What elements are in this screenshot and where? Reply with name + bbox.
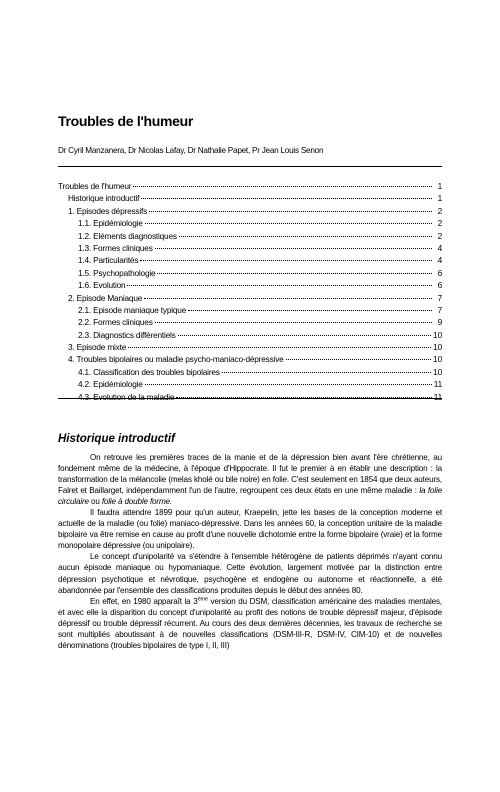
toc-leader-dots xyxy=(188,302,432,311)
paragraph-text: En effet, en 1980 apparaît la 3 xyxy=(90,596,198,606)
document-title: Troubles de l'humeur xyxy=(58,113,194,129)
paragraph: Il faudra attendre 1899 pour qu'un auteur, Kraepelin, jette les bases de la conception moderne et actuelle de la maladie (ou folie) maniaco-dépressive. Dans les années 60, la conception unitaire de la maladie bipolaire va être remise en cause au profit d'une nouvelle dichotomie entre la forme bipolaire (vraie) et la forme monopolaire dépressive (ou unipolaire). xyxy=(58,508,442,551)
toc-entry-page: 1 xyxy=(437,181,442,191)
toc-entry-page: 10 xyxy=(433,354,442,365)
paragraph-text: On retrouve les premières traces de la manie et de la dépression bien avant l'ère chrétienne, au fondement même de la médecine, à l'époque d'Hippocrate. Il fut le premier à en établir une description : la transformation de la mélancolie (melas kholé ou bile noire) en folie. C'est seulement en 1854 que deux auteurs, Falret et Baillarget, indépendamment l'un de l'autre, regroupent ces deux états en une même maladie : xyxy=(58,453,442,496)
toc-entry-label: 1.5. Psychopathologie xyxy=(78,267,156,278)
paragraph-text: ou xyxy=(91,497,100,507)
toc-entry-page: 10 xyxy=(433,366,442,377)
toc-entry-label: 1.2. Eléments diagnostiques xyxy=(78,230,177,241)
toc-leader-dots xyxy=(286,351,432,360)
toc-entry-label: 2. Episode Maniaque xyxy=(68,292,143,303)
paragraph: Le concept d'unipolarité va s'étendre à l'ensemble hétérogène de patients déprimés n'ayant connu aucun épisode maniaque ou hypomaniaque. Cette évolution, largement motivée par la distinction entre dépression psychotique et névrotique, psychogène et endogène ou autonome et réactionnelle, a été abandonnée par l'ensemble des classifications produites depuis le début des années 80. xyxy=(58,552,442,595)
table-of-contents xyxy=(58,180,442,403)
toc-entry-label: Troubles de l'humeur xyxy=(58,181,132,191)
author-list: Dr Cyril Manzanera, Dr Nicolas Lafay, Dr Nathalie Papet, Pr Jean Louis Senon xyxy=(58,146,324,155)
toc-entry-label: 4.3. Evolution de la maladie xyxy=(78,391,175,402)
toc-leader-dots xyxy=(128,339,431,348)
paragraph xyxy=(58,452,442,507)
toc-entry-label: 3. Episode mixte xyxy=(68,342,127,353)
toc-entry-page: 7 xyxy=(437,292,442,303)
superscript: ème xyxy=(197,595,208,602)
toc-leader-dots xyxy=(155,240,432,249)
toc-bottom-divider xyxy=(58,398,442,399)
paragraph-text: version du DSM, classification américaine des maladies mentales, et avec elle la disparition du concept d'unipolarité au profit des notions de trouble dépressif majeur, d'épisode dépressif ou trouble dépressif récurrent. Au cours des deux dernières décennies, les travaux de recherche se sont multipliés aboutissant à de nouvelles classifications (DSM-III-R, DSM-IV, CIM-10) et de nouvelles dénominations (troubles bipolaires de type I, II, III) xyxy=(58,596,442,650)
paragraph xyxy=(58,596,442,651)
toc-leader-dots xyxy=(157,265,432,274)
toc-entry-page: 9 xyxy=(437,317,442,328)
toc-entry-page: 7 xyxy=(437,304,442,315)
toc-entry-label: 4.1. Classification des troubles bipolaires xyxy=(78,366,220,377)
toc-leader-dots xyxy=(145,376,432,385)
toc-top-divider xyxy=(58,166,442,167)
toc-leader-dots xyxy=(179,228,432,237)
toc-entry-page: 11 xyxy=(433,379,442,390)
toc-leader-dots xyxy=(155,314,432,323)
toc-leader-dots xyxy=(178,327,432,336)
section-heading: Historique introductif xyxy=(58,433,175,445)
toc-leader-dots xyxy=(149,203,432,212)
toc-entry-label: 1.3. Formes cliniques xyxy=(78,242,153,253)
toc-leader-dots xyxy=(140,252,432,261)
toc-entry-label: 1.4. Particularités xyxy=(78,255,139,266)
toc-entry[interactable] xyxy=(58,391,442,403)
toc-entry-page: 6 xyxy=(437,280,442,291)
toc-entry-label: 4.2. Epidémiologie xyxy=(78,379,143,390)
toc-entry-label: 1.1. Epidémiologie xyxy=(78,218,143,229)
toc-entry-page: 10 xyxy=(433,329,442,340)
emphasis-text: folie à double forme. xyxy=(101,497,173,507)
toc-entry-label: 1.6. Evolution xyxy=(78,280,126,291)
toc-entry-page: 2 xyxy=(437,205,442,216)
toc-entry-page: 2 xyxy=(437,230,442,241)
toc-entry-label: 2.1. Episode maniaque typique xyxy=(78,304,187,315)
toc-leader-dots xyxy=(127,277,432,286)
toc-entry-label: 2.3. Diagnostics différentiels xyxy=(78,329,176,340)
toc-entry-label: 4. Troubles bipolaires ou maladie psycho-maniaco-dépressive xyxy=(68,354,284,365)
toc-entry-page: 2 xyxy=(437,218,442,229)
emphasis-text: la folie circulaire xyxy=(58,486,442,507)
toc-leader-dots xyxy=(145,215,432,224)
toc-entry-page: 4 xyxy=(437,255,442,266)
toc-entry-page: 6 xyxy=(437,267,442,278)
toc-entry-page: 4 xyxy=(437,242,442,253)
toc-leader-dots xyxy=(176,389,431,398)
toc-entry-label: 2.2. Formes cliniques xyxy=(78,317,153,328)
toc-entry-page: 1 xyxy=(437,193,442,204)
toc-leader-dots xyxy=(141,190,432,199)
section-body xyxy=(58,452,442,651)
toc-entry-label: Historique introductif xyxy=(68,193,140,204)
toc-entry-label: 1. Episodes dépressifs xyxy=(68,205,148,216)
toc-leader-dots xyxy=(144,290,432,299)
toc-entry-page: 10 xyxy=(433,342,442,353)
toc-entry-page: 11 xyxy=(433,391,442,402)
toc-leader-dots xyxy=(133,178,432,187)
toc-leader-dots xyxy=(222,364,431,373)
